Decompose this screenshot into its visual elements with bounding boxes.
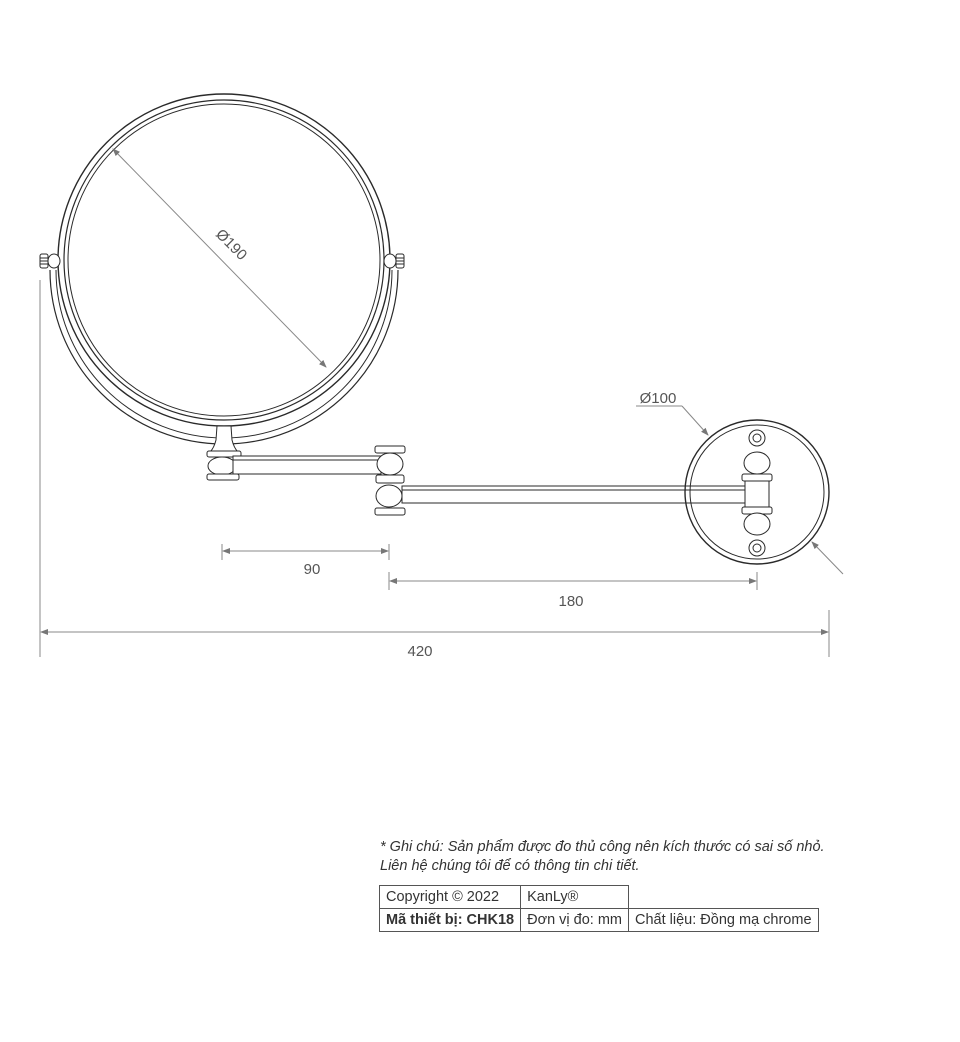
- dim-arm-short: [222, 544, 389, 578]
- right-pivot-knob: [384, 254, 404, 268]
- material-cell: Chất liệu: Đồng mạ chrome: [629, 909, 819, 932]
- dim-mirror-diameter-label: Ø190: [212, 225, 251, 264]
- note-line-2: Liên hệ chúng tôi để có thông tin chi tiết.: [380, 858, 640, 874]
- base-screw-bottom: [749, 540, 765, 556]
- dim-arm-long-label: 180: [558, 593, 584, 610]
- note-line-1: * Ghi chú: Sản phẩm được đo thủ công nên kích thước có sai số nhỏ.: [380, 839, 825, 855]
- unit-cell: Đơn vị đo: mm: [521, 909, 629, 932]
- base-joint: [742, 452, 772, 535]
- measurement-note: [380, 838, 940, 876]
- dim-base-diameter-label: Ø100: [639, 390, 677, 407]
- base-screw-top: [749, 430, 765, 446]
- dim-arm-long: [389, 572, 757, 610]
- product-info-table: [379, 885, 819, 932]
- empty-cell: [629, 886, 819, 909]
- dim-total-length-label: 420: [407, 643, 433, 660]
- device-code-cell: Mã thiết bị: CHK18: [380, 909, 521, 932]
- brand-cell: KanLy®: [521, 886, 629, 909]
- dim-total-length: [40, 280, 829, 660]
- dim-arm-short-label: 90: [303, 561, 321, 578]
- info-row-2: [380, 909, 819, 932]
- dim-mirror-diameter: [113, 149, 326, 367]
- copyright-cell: Copyright © 2022: [380, 886, 521, 909]
- left-pivot-knob: [40, 254, 60, 268]
- info-row-1: [380, 886, 819, 909]
- long-arm: [402, 486, 746, 503]
- dim-base-diameter: [636, 390, 843, 574]
- mirror: [50, 94, 398, 444]
- short-arm: [233, 456, 381, 474]
